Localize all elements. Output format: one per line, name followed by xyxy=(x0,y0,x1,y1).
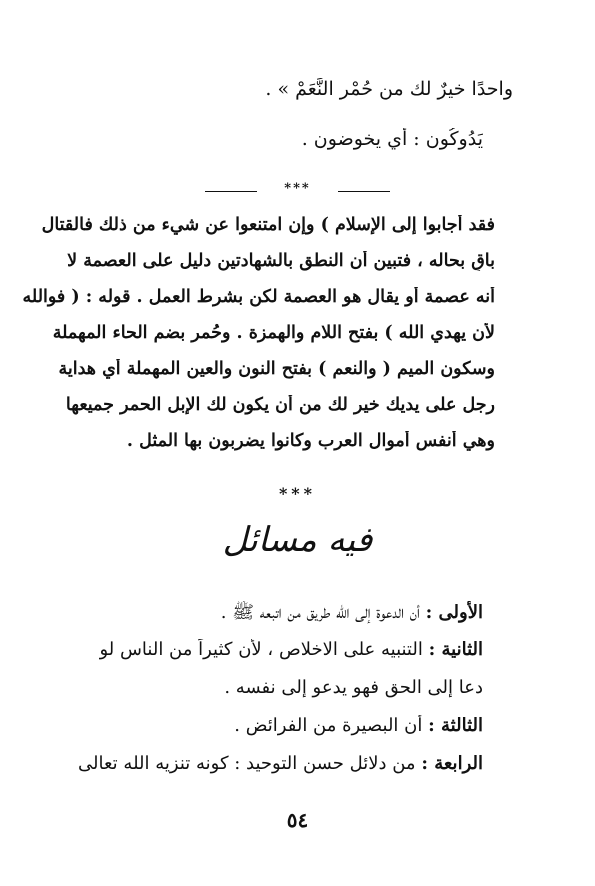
issue-first-key: الأولى : xyxy=(425,602,483,623)
hadith-line-1: واحدًا خيرٌ لك من حُمْر النَّعَمْ » . xyxy=(265,78,513,100)
issue-second-continued: دعا إلى الحق فهو يدعو إلى نفسه . xyxy=(224,677,483,698)
issue-fourth-key: الرابعة : xyxy=(421,753,483,774)
issue-third xyxy=(234,715,483,736)
issue-second-text: التنبيه على الاخلاص ، لأن كثيراً من الناس لو xyxy=(99,639,423,660)
issue-second xyxy=(99,639,483,660)
commentary-line-1: فقد أجابوا إلى الإسلام ) وإن امتنعوا عن شيء من ذلك فالقتال xyxy=(41,215,495,235)
separator-stars: *** xyxy=(284,181,311,196)
issue-third-key: الثالثة : xyxy=(428,715,483,736)
commentary-line-3: أنه عصمة أو يقال هو العصمة لكن بشرط العمل . قوله : ( فوالله xyxy=(22,287,495,307)
hadith-line-2: يَدُوكُون : أي يخوضون . xyxy=(301,128,483,150)
issue-first-text: أن الدعوة إلى الله طريق من اتبعه ﷺ . xyxy=(220,602,420,623)
separator-rule-left xyxy=(205,191,257,192)
commentary-line-4: لأن يهدي الله ) بفتح اللام والهمزة . وحُمر بضم الحاء المهملة xyxy=(52,323,495,343)
commentary-line-2: باقٍ بحاله ، فتبين أن النطق بالشهادتين دليل على العصمة لا xyxy=(67,251,495,271)
commentary-line-5: وسكون الميم ( والنعم ) بفتح النون والعين المهملة أي هداية xyxy=(58,359,495,379)
section-heading: فيه مسائل xyxy=(222,520,373,560)
commentary-line-6: رجل على يديك خير لك من أن يكون لك الإبل الحمر جميعها xyxy=(65,395,495,415)
ornament-stars: *** xyxy=(278,484,317,503)
issue-second-key: الثانية : xyxy=(428,639,483,660)
commentary-line-7: وهي أنفس أموال العرب وكانوا يضربون بها المثل . xyxy=(126,431,495,451)
issue-fourth-text: من دلائل حسن التوحيد : كونه تنزيه الله تعالى xyxy=(78,753,416,774)
issue-fourth xyxy=(78,753,483,774)
page-number: ٥٤ xyxy=(286,808,309,832)
issue-first xyxy=(221,601,483,627)
separator-rule-right xyxy=(338,191,390,192)
issue-third-text: أن البصيرة من الفرائض . xyxy=(234,715,423,736)
section-separator xyxy=(205,181,390,196)
